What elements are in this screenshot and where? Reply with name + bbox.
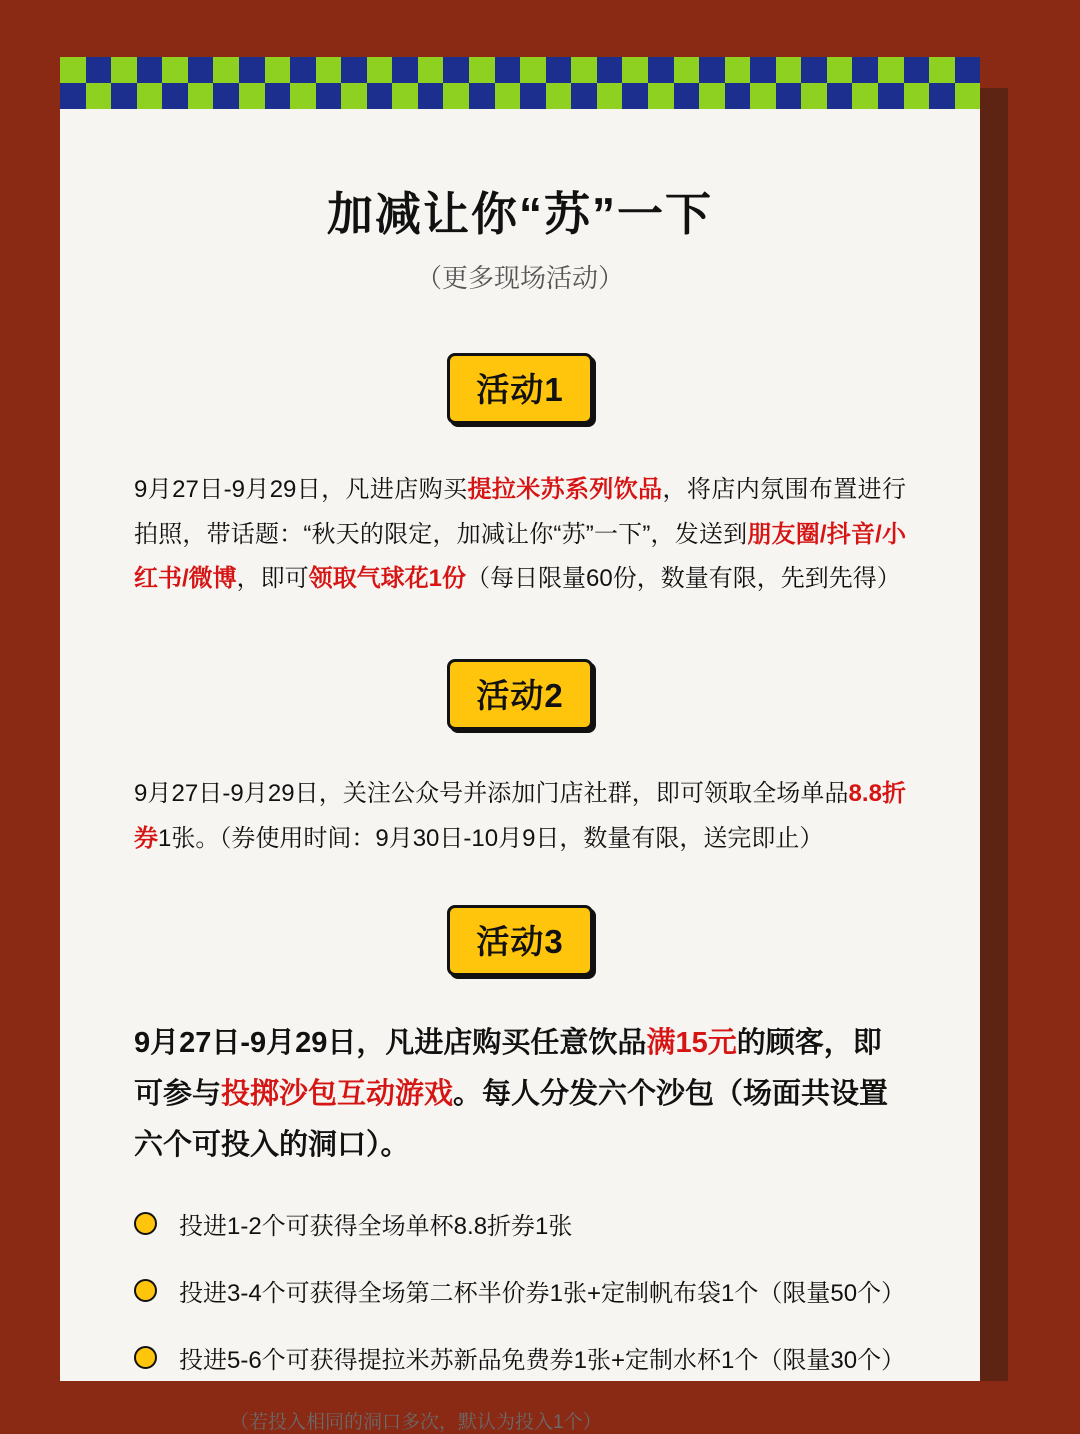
prize-list-footnote: （若投入相同的洞口多次，默认为投入1个）	[230, 1412, 602, 1434]
checkerboard-cell	[443, 83, 469, 109]
checkerboard-cell	[571, 83, 597, 109]
prize-list	[134, 1206, 906, 1375]
checkerboard-cell	[725, 57, 751, 83]
checkerboard-cell	[443, 57, 469, 83]
badge-activity-2: 活动2	[447, 659, 592, 730]
checkerboard-cell	[622, 83, 648, 109]
title-block	[60, 187, 980, 295]
body-text: 1张。（券使用时间：9月30日-10月9日，数量有限，送完即止）	[158, 824, 824, 852]
highlight-text: 领取气球花1份	[308, 564, 467, 592]
checkerboard-cell	[622, 57, 648, 83]
checkerboard-cell	[86, 57, 112, 83]
checkerboard-cell	[827, 83, 853, 109]
checkerboard-cell	[648, 57, 674, 83]
body-text: 9月27日-9月29日，关注公众号并添加门店社群，即可领取全场单品	[134, 780, 849, 808]
checkerboard-cell	[495, 83, 521, 109]
section-3-badge-wrap	[60, 905, 980, 976]
body-text: （每日限量60份，数量有限，先到先得）	[466, 564, 901, 592]
checkerboard-cell	[546, 57, 572, 83]
checkerboard-cell	[137, 83, 163, 109]
checkerboard-cell	[520, 83, 546, 109]
checkerboard-cell	[597, 83, 623, 109]
checkerboard-cell	[852, 83, 878, 109]
section-1-badge-wrap	[60, 353, 980, 424]
bullet-dot-icon	[134, 1346, 157, 1369]
checkerboard-cell	[316, 57, 342, 83]
checkerboard-cell	[878, 83, 904, 109]
highlight-text: 提拉米苏系列饮品	[467, 476, 663, 504]
checkerboard-cell	[571, 57, 597, 83]
badge-activity-3: 活动3	[447, 905, 592, 976]
highlight-text: 投掷沙包互动游戏	[221, 1077, 454, 1110]
checkerboard-cell	[725, 83, 751, 109]
checkerboard-cell	[776, 57, 802, 83]
body-text: 。每人分发六个沙包（场面共设置六个可投入的洞口）。	[134, 1077, 889, 1161]
checkerboard-cell	[239, 57, 265, 83]
bullet-dot-icon	[134, 1212, 157, 1235]
checkerboard-cell	[674, 83, 700, 109]
checkerboard-cell	[60, 83, 86, 109]
checkerboard-cell	[265, 83, 291, 109]
checkerboard-cell	[188, 83, 214, 109]
list-item	[134, 1273, 906, 1308]
list-item	[134, 1206, 906, 1241]
checkerboard-cell	[367, 83, 393, 109]
checkerboard-cell	[827, 57, 853, 83]
list-item-label: 投进5-6个可获得提拉米苏新品免费券1张+定制水杯1个（限量30个）	[179, 1347, 906, 1375]
checkerboard-cell	[955, 57, 981, 83]
checkerboard-cell	[648, 83, 674, 109]
list-item	[134, 1340, 906, 1375]
body-text: ，将店内氛围布置进行拍照，带话题：“秋天的限定，加减让你“苏”一下”，发送到	[134, 476, 907, 548]
checkerboard-cell	[674, 57, 700, 83]
checkerboard-cell	[341, 83, 367, 109]
checkerboard-cell	[111, 83, 137, 109]
highlight-text: 8.8折券	[134, 780, 906, 852]
checkerboard-cell	[290, 57, 316, 83]
section-2-paragraph	[134, 772, 906, 861]
checkerboard-cell	[290, 83, 316, 109]
highlight-text: 满15元	[646, 1027, 737, 1060]
checkerboard-cell	[878, 57, 904, 83]
checkerboard-cell	[213, 57, 239, 83]
checkerboard-cell	[162, 57, 188, 83]
page-title: 加减让你“苏”一下	[327, 188, 713, 240]
checkerboard-cell	[367, 57, 393, 83]
checkerboard-cell	[239, 83, 265, 109]
list-item-label: 投进3-4个可获得全场第二杯半价券1张+定制帆布袋1个（限量50个）	[179, 1280, 906, 1308]
promo-card	[60, 57, 980, 1434]
checkerboard-cell	[929, 83, 955, 109]
page-subtitle: （更多现场活动）	[415, 263, 624, 294]
checkerboard-cell	[392, 83, 418, 109]
checkerboard-border	[60, 57, 980, 109]
bullet-dot-icon	[134, 1279, 157, 1302]
checkerboard-cell	[316, 83, 342, 109]
checkerboard-cell	[955, 83, 981, 109]
checkerboard-cell	[699, 83, 725, 109]
checkerboard-cell	[546, 83, 572, 109]
checkerboard-cell	[699, 57, 725, 83]
checkerboard-cell	[852, 57, 878, 83]
list-item-label: 投进1-2个可获得全场单杯8.8折券1张	[179, 1213, 573, 1241]
body-text: ，即可	[236, 564, 309, 592]
section-1-paragraph	[134, 468, 906, 601]
checkerboard-cell	[341, 57, 367, 83]
checkerboard-cell	[597, 57, 623, 83]
checkerboard-cell	[776, 83, 802, 109]
checkerboard-cell	[213, 83, 239, 109]
checkerboard-cell	[265, 57, 291, 83]
checkerboard-cell	[111, 57, 137, 83]
checkerboard-cell	[86, 83, 112, 109]
checkerboard-cell	[469, 83, 495, 109]
checkerboard-cell	[929, 57, 955, 83]
badge-activity-1: 活动1	[447, 353, 592, 424]
checkerboard-cell	[750, 57, 776, 83]
highlight-text: 朋友圈/抖音/小红书/微博	[134, 520, 907, 592]
section-3-paragraph	[134, 1018, 906, 1170]
checkerboard-row	[60, 57, 980, 83]
checkerboard-cell	[904, 57, 930, 83]
checkerboard-cell	[162, 83, 188, 109]
checkerboard-cell	[520, 57, 546, 83]
checkerboard-cell	[904, 83, 930, 109]
checkerboard-cell	[60, 57, 86, 83]
section-2-badge-wrap	[60, 659, 980, 730]
checkerboard-row	[60, 83, 980, 109]
body-text: 的顾客，即可参与	[134, 1027, 882, 1110]
checkerboard-cell	[418, 83, 444, 109]
checkerboard-cell	[392, 57, 418, 83]
checkerboard-cell	[188, 57, 214, 83]
checkerboard-cell	[750, 83, 776, 109]
checkerboard-cell	[801, 57, 827, 83]
checkerboard-cell	[801, 83, 827, 109]
checkerboard-cell	[469, 57, 495, 83]
body-text: 9月27日-9月29日，凡进店购买	[134, 476, 468, 504]
checkerboard-cell	[495, 57, 521, 83]
checkerboard-cell	[418, 57, 444, 83]
body-text: 9月27日-9月29日，凡进店购买任意饮品	[134, 1027, 647, 1060]
checkerboard-cell	[137, 57, 163, 83]
